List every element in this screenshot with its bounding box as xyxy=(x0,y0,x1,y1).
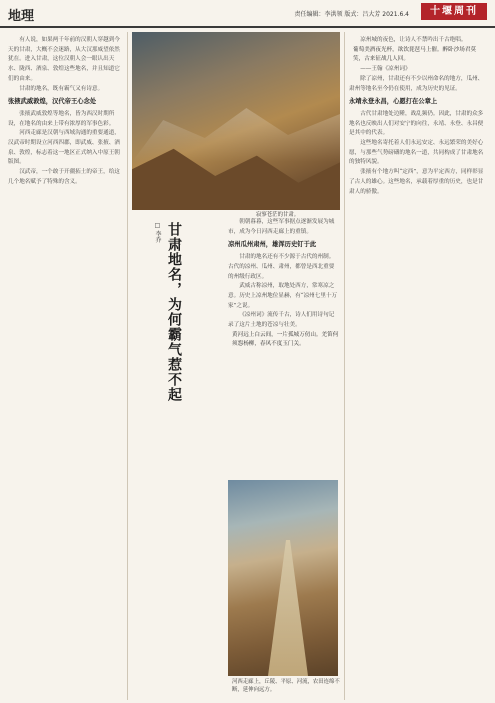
poem-quote: 葡萄美酒夜光杯，欲饮琵琶马上催。醉卧沙场君莫笑，古来征战几人回。 xyxy=(353,46,477,63)
photo-caption-1: 寂寥苍茫的甘肃。 xyxy=(256,212,300,218)
desert-landscape-photo xyxy=(132,32,340,210)
article-column-4 xyxy=(349,36,487,698)
mountain-ridge xyxy=(132,102,340,162)
paragraph: 甘肃的地名，既有霸气又有诗意。 xyxy=(19,85,104,92)
photo-caption-2: 河西走廊上，丘陵、平原、河流，农田连绵不断，延伸向远方。 xyxy=(232,679,340,693)
paragraph: 汉武帝，一个敢于开疆拓土的帝王，给这几个地名赋予了特殊的含义。 xyxy=(8,169,120,185)
paragraph: 武威古称凉州，取地处西方，常寒凉之意。历史上凉州地位显赫，有“凉州七里十万家”之说。 xyxy=(228,283,338,309)
page-header xyxy=(0,0,495,28)
column-divider xyxy=(127,32,128,700)
paragraph: 凉州城的夜色，让诗人不禁吟出千古绝唱。 xyxy=(360,37,467,43)
column-divider xyxy=(344,32,345,700)
section-title: 地理 xyxy=(8,9,35,24)
article-title: 甘肃地名，为何霸气惹不起 xyxy=(166,222,182,402)
subheading: 张掖武威敦煌，汉代帝王心念处 xyxy=(8,98,97,106)
article-author: □ 李乔 xyxy=(154,222,161,243)
paragraph: 除了凉州，甘肃还有不少以州命名的地方，瓜州、肃州等地名至今仍在使用，成为历史的见证。 xyxy=(349,75,484,92)
paragraph: ——王翰《凉州词》 xyxy=(360,66,411,73)
publication-logo: 十堰周刊 xyxy=(421,3,487,20)
subheading: 凉州瓜州肃州，雄浑历史钉于此 xyxy=(228,241,317,249)
paragraph: 《凉州词》流传千古，诗人们用诗句记录了这片土地的苍凉与壮美。 xyxy=(228,312,335,329)
paragraph: 朝朝暮暮，这些军事据点逐渐发展为城市，成为今日河西走廊上的重镇。 xyxy=(228,219,335,235)
paragraph: 有人说，如果两千年前的汉朝人穿越到今天的甘肃，大概不会迷路，从大汉那威望依然犹在。进入甘肃，这位汉朝人会一眼认出天水、陇西、酒泉、敦煌这些地名，并且知道它们的由来。 xyxy=(8,37,120,82)
paragraph: 河西走廊是汉朝与西域沟通的重要通道，汉武帝时期设立河西四郡，即武威、张掖、酒泉、敦煌，标志着这一地区正式纳入中原王朝版图。 xyxy=(8,130,120,166)
editor-credits: 责任编辑：李洪领 版式：吕大芳 2021.6.4 xyxy=(294,11,409,18)
road-shape xyxy=(268,540,308,676)
paragraph: 张掖武威敦煌等地名，皆为西汉时期所设，在地名的由来上带有浓厚的军事色彩。 xyxy=(8,110,115,127)
article-column-1 xyxy=(8,36,123,698)
paragraph: 甘肃的地名还有不少源于古代的州制。古代的凉州、瓜州、肃州，都曾是西北重要的州级行政区。 xyxy=(228,254,335,280)
paragraph: 张掖有个地方叫“定西”，意为平定西方，同样彰显了古人的雄心。这些地名，承载着厚重的历史，也是甘肃人的骄傲。 xyxy=(349,169,484,195)
paragraph: 古代甘肃地处边陲，战乱频仍。因此，甘肃的众多地名也反映出人们对安宁的向往，永靖、永登、永昌便是其中的代表。 xyxy=(349,110,484,137)
paragraph: 这些地名寄托着人们永远安定、永远繁荣的美好心愿，与那些气势磅礴的地名一道，共同构成了甘肃地名的独特风貌。 xyxy=(349,140,484,166)
hexi-corridor-photo xyxy=(228,480,338,676)
subheading: 永靖永登永昌，心愿打在公章上 xyxy=(349,98,438,106)
poem-quote: 黄河远上白云间，一片孤城万仞山。羌笛何须怨杨柳，春风不度玉门关。 xyxy=(232,331,339,348)
